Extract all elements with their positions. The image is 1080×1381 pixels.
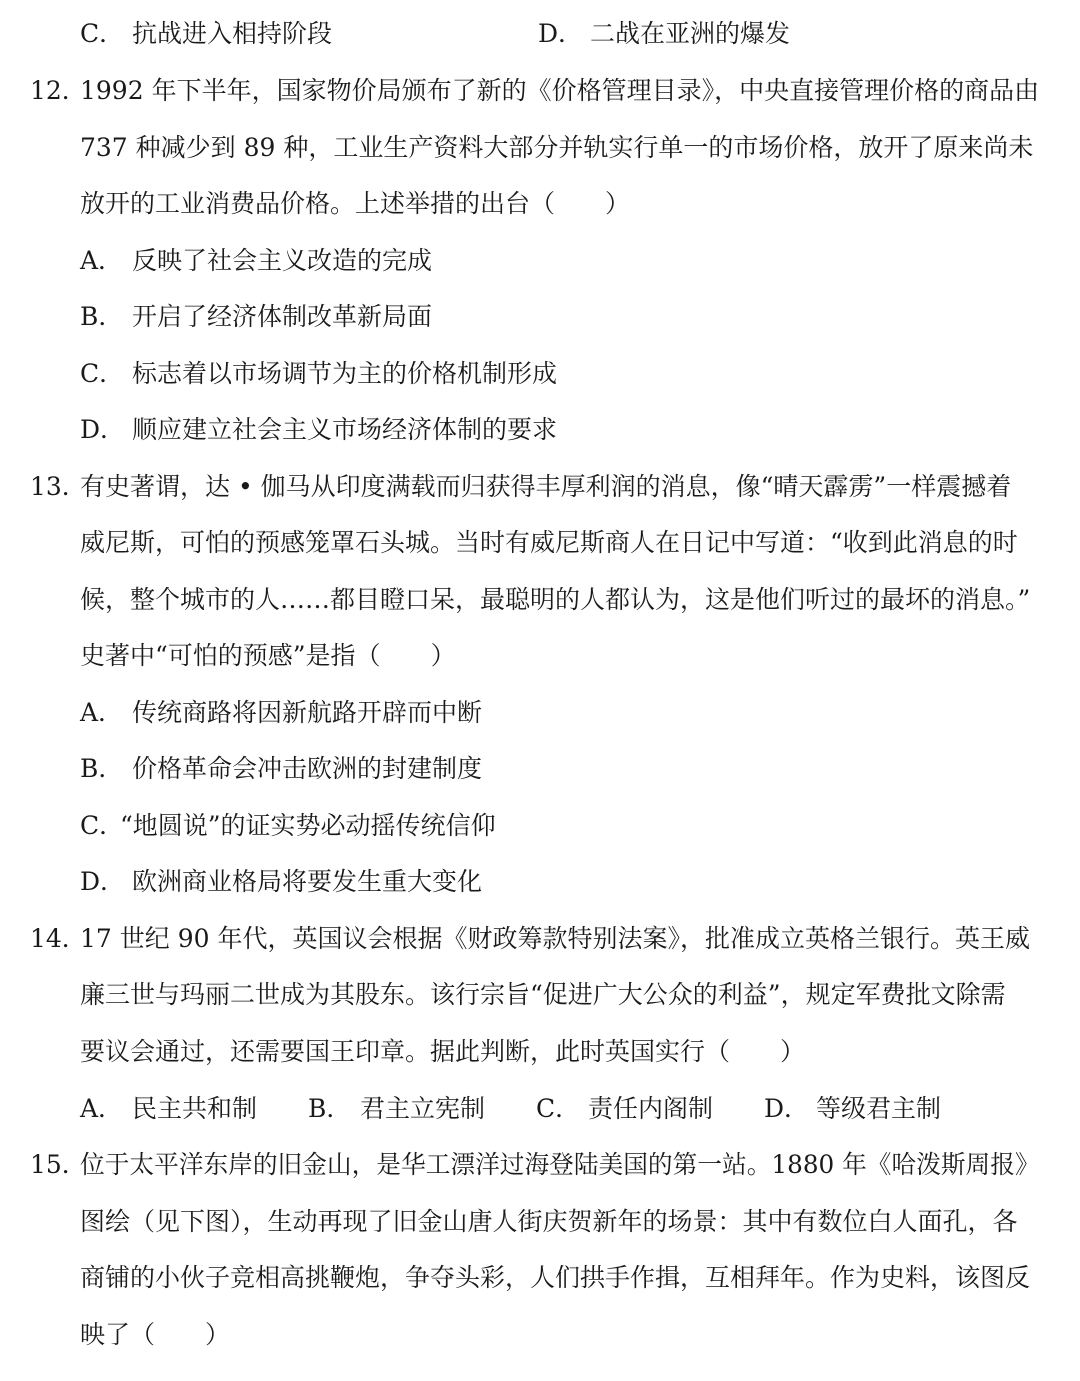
q13-line-4: 史著中“可怕的预感”是指（ ） [80, 641, 456, 670]
option-text: 欧洲商业格局将要发生重大变化 [132, 867, 483, 896]
option-letter: D． [538, 19, 584, 48]
q13-line-2: 威尼斯，可怕的预感笼罩石头城。当时有威尼斯商人在日记中写道：“收到此消息的时 [80, 528, 1018, 557]
q13-option-c [80, 809, 496, 843]
q14-line-1: 17 世纪 90 年代，英国议会根据《财政筹款特别法案》，批准成立英格兰银行。英王威 [80, 924, 1030, 953]
option-text: 民主共和制 [132, 1094, 258, 1123]
q14-number: 14． [30, 924, 87, 953]
option-text: 抗战进入相持阶段 [132, 19, 333, 48]
option-letter: C． [80, 359, 125, 388]
q12-line-2: 737 种减少到 89 种，工业生产资料大部分并轨实行单一的市场价格，放开了原来尚未 [80, 133, 1034, 162]
q15-line-1: 位于太平洋东岸的旧金山，是华工漂洋过海登陆美国的第一站。1880 年《哈泼斯周报》 [80, 1150, 1040, 1179]
q15-number: 15． [30, 1150, 87, 1179]
option-text: 反映了社会主义改造的完成 [132, 246, 433, 275]
q15-line-2: 图绘（见下图），生动再现了旧金山唐人街庆贺新年的场景：其中有数位白人面孔，各 [80, 1207, 1018, 1236]
option-letter: B． [80, 754, 124, 783]
q11-option-d [538, 17, 790, 51]
q14-option-a [80, 1092, 257, 1126]
q13-option-b [80, 752, 482, 786]
q13-option-a [80, 696, 482, 730]
q12-option-c [80, 357, 557, 391]
q13-line-1: 有史著谓，达 • 伽马从印度满载而归获得丰厚利润的消息，像“晴天霹雳”一样震撼着 [80, 472, 1012, 501]
q12-number: 12． [30, 76, 87, 105]
q12-line-3: 放开的工业消费品价格。上述举措的出台（ ） [80, 189, 631, 218]
option-letter: B． [308, 1094, 352, 1123]
q12-option-d [80, 413, 557, 447]
option-text: 二战在亚洲的爆发 [590, 19, 791, 48]
option-letter: D． [80, 415, 126, 444]
option-letter: C． [80, 811, 125, 840]
option-letter: A． [80, 1094, 124, 1123]
option-text: 传统商路将因新航路开辟而中断 [132, 698, 483, 727]
q15-line-4: 映了（ ） [80, 1320, 231, 1349]
option-text: 顺应建立社会主义市场经济体制的要求 [132, 415, 558, 444]
q13-number: 13． [30, 472, 87, 501]
q12-line-1: 1992 年下半年，国家物价局颁布了新的《价格管理目录》，中央直接管理价格的商品由 [80, 76, 1040, 105]
option-text: 君主立宪制 [360, 1094, 486, 1123]
q15-line-3: 商铺的小伙子竞相高挑鞭炮，争夺头彩，人们拱手作揖，互相拜年。作为史料，该图反 [80, 1263, 1031, 1292]
option-text: 责任内阁制 [588, 1094, 714, 1123]
q14-option-b [308, 1092, 485, 1126]
option-letter: C． [536, 1094, 581, 1123]
option-letter: C． [80, 19, 125, 48]
option-text: 等级君主制 [816, 1094, 942, 1123]
q14-option-d [764, 1092, 941, 1126]
q14-option-c [536, 1092, 713, 1126]
q13-line-3: 候，整个城市的人……都目瞪口呆，最聪明的人都认为，这是他们听过的最坏的消息。” [80, 585, 1031, 614]
q13-option-d [80, 865, 482, 899]
q14-line-3: 要议会通过，还需要国王印章。据此判断，此时英国实行（ ） [80, 1037, 806, 1066]
option-text: 价格革命会冲击欧洲的封建制度 [132, 754, 483, 783]
q14-line-2: 廉三世与玛丽二世成为其股东。该行宗旨“促进广大公众的利益”，规定军费批文除需 [80, 980, 1006, 1009]
option-text: “地圆说”的证实势必动摇传统信仰 [120, 811, 496, 840]
q11-option-c [80, 17, 332, 51]
q12-option-a [80, 244, 432, 278]
option-letter: A． [80, 246, 124, 275]
option-letter: A． [80, 698, 124, 727]
option-letter: B． [80, 302, 124, 331]
option-letter: D． [764, 1094, 810, 1123]
option-text: 开启了经济体制改革新局面 [132, 302, 433, 331]
option-text: 标志着以市场调节为主的价格机制形成 [132, 359, 558, 388]
option-letter: D． [80, 867, 126, 896]
q12-option-b [80, 300, 432, 334]
